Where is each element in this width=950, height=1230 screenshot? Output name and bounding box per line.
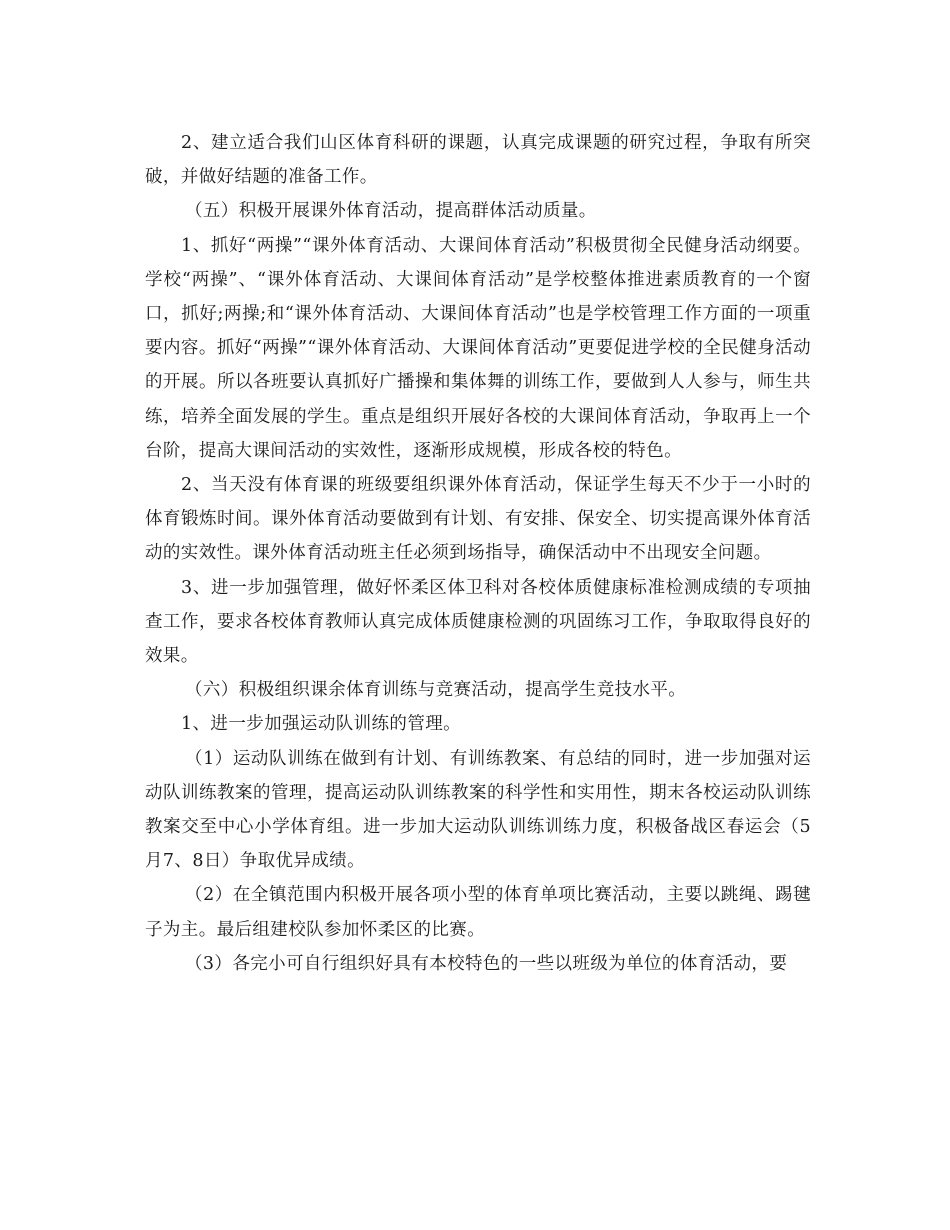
- paragraph-research-topic: 2、建立适合我们山区体育科研的课题，认真完成课题的研究过程，争取有所突破，并做好结题的准备工作。: [145, 133, 811, 188]
- section-heading-five: （五）积极开展课外体育活动，提高群体活动质量。: [185, 201, 597, 222]
- paragraph-team-training-management: 1、进一步加强运动队训练的管理。: [181, 714, 462, 735]
- paragraph-single-events: （2）在全镇范围内积极开展各项小型的体育单项比赛活动，主要以跳绳、踢毽子为主。最后组建校队参加怀柔区的比赛。: [145, 885, 811, 940]
- section-heading-six: （六）积极组织课余体育训练与竞赛活动，提高学生竞技水平。: [185, 680, 687, 701]
- paragraph-fitness-testing: 3、进一步加强管理，做好怀柔区体卫科对各校体质健康标准检测成绩的专项抽查工作，要求各校体育教师认真完成体质健康检测的巩固练习工作，争取取得良好的效果。: [145, 577, 811, 667]
- document-body: [145, 126, 811, 981]
- paragraph-extracurricular-activity: 2、当天没有体育课的班级要组织课外体育活动，保证学生每天不少于一小时的体育锻炼时间。课外体育活动要做到有计划、有安排、保安全、切实提高课外体育活动的实效性。课外体育活动班主任必须到场指导，确保活动中不出现安全问题。: [145, 475, 811, 564]
- paragraph-school-activities: （3）各完小可自行组织好具有本校特色的一些以班级为单位的体育活动，要: [185, 953, 788, 974]
- paragraph-training-plans: （1）运动队训练在做到有计划、有训练教案、有总结的同时，进一步加强对运动队训练教案的管理，提高运动队训练教案的科学性和实用性，期末各校运动队训练教案交至中心小学体育组。进一步加大运动队训练训练力度，积极备战区春运会（5月7、8日）争取优异成绩。: [145, 748, 811, 872]
- paragraph-two-exercises: 1、抓好“两操”“课外体育活动、大课间体育活动”积极贯彻全民健身活动纲要。学校“两操”、“课外体育活动、大课间体育活动”是学校整体推进素质教育的一个窗口，抓好;两操;和“课外体育活动、大课间体育活动”也是学校管理工作方面的一项重要内容。抓好“两操”“课外体育活动、大课间体育活动”更要促进学校的全民健身活动的开展。所以各班要认真抓好广播操和集体舞的训练工作，要做到人人参与，师生共练，培养全面发展的学生。重点是组织开展好各校的大课间体育活动，争取再上一个台阶，提高大课间活动的实效性，逐渐形成规模，形成各校的特色。: [145, 235, 811, 461]
